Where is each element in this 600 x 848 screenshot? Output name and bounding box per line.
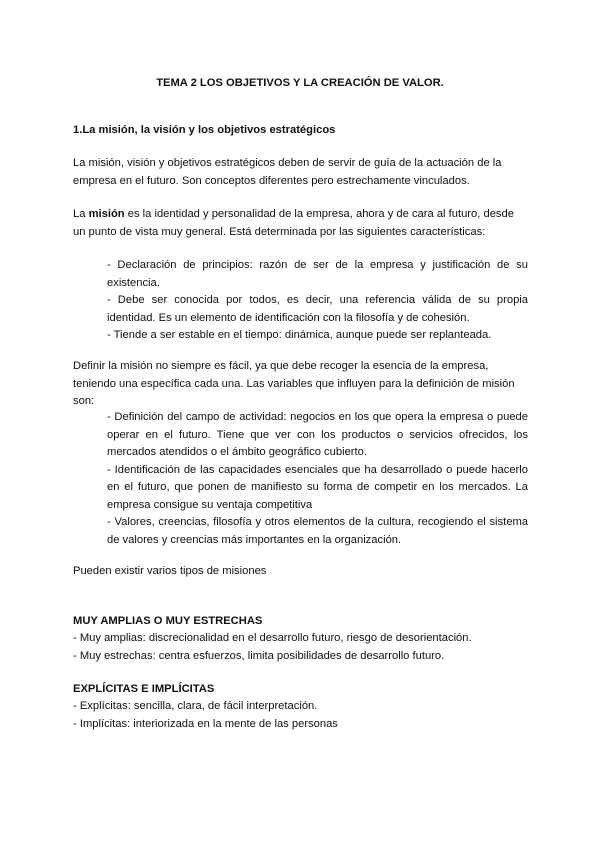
tipos-paragraph: Pueden existir varios tipos de misiones	[73, 565, 267, 577]
mision-paragraph	[73, 206, 528, 241]
list-item: - Implícitas: interiorizada en la mente de las personas	[73, 717, 338, 730]
list-item: - Debe ser conocida por todos, es decir, una referencia válida de su propia identidad. Es un elemento de identificación con la filosofía y de cohesión.	[107, 294, 528, 324]
mision-term: misión	[88, 208, 125, 220]
mision-prefix: La	[73, 208, 89, 220]
page-title: TEMA 2 LOS OBJETIVOS Y LA CREACIÓN DE VALOR.	[156, 77, 444, 89]
amplias-list	[73, 630, 533, 665]
list-item: - Tiende a ser estable en el tiempo: dinámica, aunque puede ser replanteada.	[107, 329, 492, 341]
list-item: - Valores, creencias, filosofía y otros elementos de la cultura, recogiendo el sistema de valores y creencias más importantes en la organización.	[107, 516, 528, 546]
variables-list	[107, 409, 528, 549]
list-item: - Declaración de principios: razón de ser de la empresa y justificación de su existencia.	[107, 259, 528, 289]
explicitas-list	[73, 698, 533, 733]
definir-paragraph: Definir la misión no siempre es fácil, ya que debe recoger la esencia de la empresa, teniendo una específica cada una. Las variables que influyen para la definición de misión son:	[73, 360, 515, 407]
list-item: - Identificación de las capacidades esenciales que ha desarrollado o puede hacerlo en el futuro, que ponen de manifiesto su forma de competir en los mercados. La empresa consigue su ventaja competitiva	[107, 463, 528, 511]
mision-text: es la identidad y personalidad de la empresa, ahora y de cara al futuro, desde un punto de vista muy general. Está determinada por las siguientes características:	[73, 208, 514, 238]
list-item: - Muy amplias: discrecionalidad en el desarrollo futuro, riesgo de desorientación.	[73, 632, 472, 644]
list-item: - Explícitas: sencilla, clara, de fácil interpretación.	[73, 700, 318, 712]
section-heading: 1.La misión, la visión y los objetivos estratégicos	[73, 124, 336, 136]
characteristics-list	[107, 257, 528, 345]
explicitas-heading: EXPLÍCITAS E IMPLÍCITAS	[73, 683, 215, 695]
list-item: - Muy estrechas: centra esfuerzos, limita posibilidades de desarrollo futuro.	[73, 649, 445, 662]
list-item: - Definición del campo de actividad: negocios en los que opera la empresa o puede operar en el futuro. Tiene que ver con los productos o servicios ofrecidos, los mercados atendidos o el ámbito geográfico cubierto.	[107, 411, 528, 458]
amplias-heading: MUY AMPLIAS O MUY ESTRECHAS	[73, 615, 263, 627]
intro-paragraph: La misión, visión y objetivos estratégicos deben de servir de guía de la actuación de la empresa en el futuro. Son conceptos diferentes pero estrechamente vinculados.	[73, 157, 502, 187]
